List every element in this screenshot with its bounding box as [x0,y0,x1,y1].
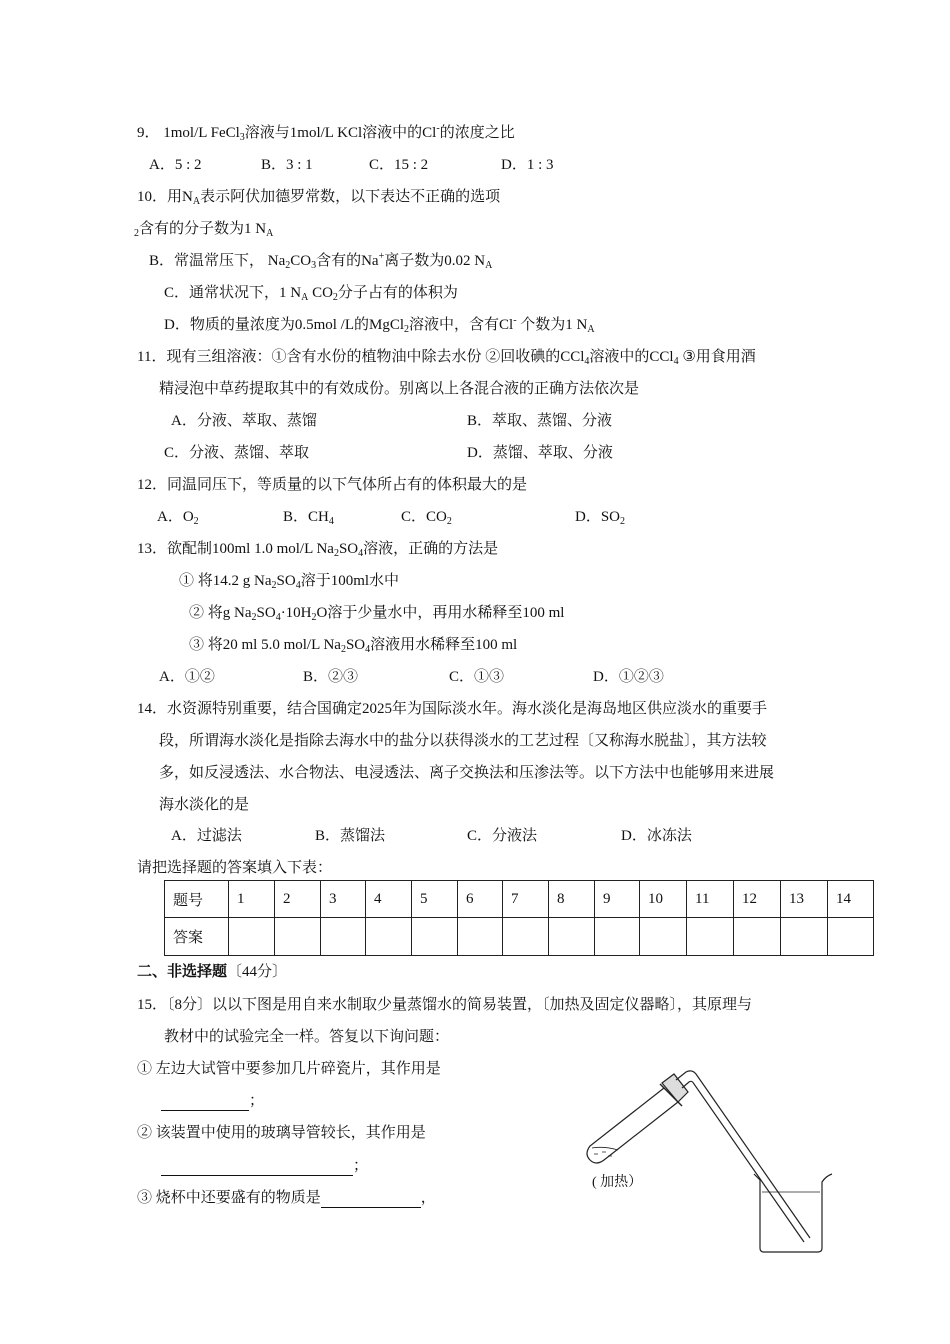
q9-option-a: A．5 : 2 [149,157,202,173]
q15-sub1-answer: ； [161,1091,264,1111]
q13-option-c: C．①③ [449,669,505,685]
q14-option-d: D．冰冻法 [621,828,692,844]
q12-option-c: C．$CO_2$ [401,509,452,527]
test-tube [587,1074,688,1163]
q15-sub1-blank[interactable] [161,1094,249,1111]
answer-table-number-9: 9 [595,881,640,918]
q12-option-a: A．$O_2$ [157,509,199,527]
answer-table-answer-label: 答案 [165,918,229,956]
q9-text: 1mol/L FeCl$_3$溶液与1mol/L KCl溶液中的Cl-的浓度之比 [163,123,515,143]
answer-table-instruction: 请把选择题的答案填入下表： [137,860,333,876]
q14-option-b: B．蒸馏法 [315,828,386,844]
q15-sub3: ③ 烧杯中还要盛有的物质是 ， [137,1190,436,1206]
q15-stem-line2: 教材中的试验完全一样。答复以下询问题： [164,1029,450,1045]
q10-option-d: D．物质的量浓度为0.5mol /L的MgCl$_2$溶液中，含有Cl- 个数为1 $N_A$ [164,315,595,335]
q11-option-d: D．蒸馏、萃取、分液 [467,445,613,461]
q9-stem [137,123,515,143]
q14-number: 14． [137,701,168,717]
answer-table-number-4: 4 [366,881,412,918]
answer-table-number-11: 11 [687,881,734,918]
q9-option-b: B．3 : 1 [261,157,313,173]
q14-option-c: C．分液法 [467,828,538,844]
section2-heading [137,962,287,982]
q11-option-b: B．萃取、蒸馏、分液 [467,413,613,429]
answer-table-number-8: 8 [549,881,595,918]
answer-table-number-3: 3 [321,881,366,918]
q15-sub2-answer: ； [161,1156,368,1176]
q14-stem-line1: 14．水资源特别重要，结合国确定2025年为国际淡水年。海水淡化是海岛地区供应淡水的重要手 [137,701,768,717]
q13-statement-3: ③ 将20 ml 5.0 mol/L $Na_2SO_4$溶液用水稀释至100 ml [189,637,518,655]
q10-stem [137,187,500,207]
q10-option-a: $_2$含有的分子数为1 $N_A$ [134,221,274,239]
answer-cell[interactable] [321,918,366,956]
q14-stem-line2: 段，所谓海水淡化是指除去海水中的盐分以获得淡水的工艺过程〔又称海水脱盐〕，其方法较 [159,733,767,749]
distillation-apparatus-figure [578,1070,838,1260]
q13-stem: 13．欲配制100ml 1.0 mol/L $Na_2SO_4$溶液，正确的方法是 [137,541,499,559]
q9-number: 9． [137,125,160,141]
q12-option-d: D．$SO_2$ [575,509,626,527]
answer-cell[interactable] [503,918,549,956]
q11-stem-line2: 精浸泡中草药提取其中的有效成份。别离以上各混合液的正确方法依次是 [159,381,640,397]
q15-sub3-blank[interactable] [321,1191,421,1208]
q13-option-b: B．②③ [303,669,359,685]
answer-cell[interactable] [366,918,412,956]
q13-option-d: D．①②③ [593,669,664,685]
q15-sub2: ② 该装置中使用的玻璃导管较长，其作用是 [137,1125,426,1141]
q13-option-a: A．①② [159,669,215,685]
answer-table-number-2: 2 [275,881,321,918]
q11-stem-line1: 11．现有三组溶液：①含有水份的植物油中除去水份 ②回收碘的CCl$_4$溶液中的CCl$_4$ ③用食用酒 [137,349,756,367]
q12-number: 12． [137,477,168,493]
q11-option-c: C．分液、蒸馏、萃取 [164,445,310,461]
answer-table-number-14: 14 [828,881,874,918]
q10-option-c: C．通常状况下，1 $N_A$ $CO_2$分子占有的体积为 [164,285,458,303]
q10-option-b: B．常温常压下， $Na_2CO_3$含有的Na+离子数为0.02 $N_A$ [149,251,493,271]
answer-table [164,880,874,956]
q9-option-d: D．1 : 3 [501,157,554,173]
q12-option-b: B．$CH_4$ [283,509,334,527]
glass-delivery-tube [676,1071,810,1242]
answer-cell[interactable] [412,918,458,956]
figure-heating-label: ( 加热） [592,1175,643,1190]
answer-cell[interactable] [595,918,640,956]
answer-table-number-1: 1 [229,881,275,918]
section2-title: 二、非选择题 [137,964,228,980]
answer-cell[interactable] [458,918,503,956]
answer-table-header-label: 题号 [165,881,229,918]
q13-statement-2: ② 将g $Na_2SO_4\cdot 10H_2O$溶于少量水中，再用水稀释至100 ml [189,605,565,623]
answer-cell[interactable] [229,918,275,956]
answer-cell[interactable] [781,918,828,956]
answer-cell[interactable] [640,918,687,956]
q15-sub1: ① 左边大试管中要参加几片碎瓷片，其作用是 [137,1061,441,1077]
answer-table-number-6: 6 [458,881,503,918]
q14-stem-line4: 海水淡化的是 [159,797,250,813]
q9-option-c: C．15 : 2 [369,157,429,173]
q10-number: 10． [137,189,168,205]
q14-stem-line3: 多，如反浸透法、水合物法、电浸透法、离子交换法和压渗法等。以下方法中也能够用来进展 [159,765,775,781]
section2-score: 〔44分〕 [227,964,288,980]
q13-number: 13． [137,541,168,557]
q11-number: 11． [137,349,167,365]
q15-number: 15． [137,997,168,1013]
answer-table-number-12: 12 [734,881,781,918]
answer-cell[interactable] [828,918,874,956]
answer-cell[interactable] [275,918,321,956]
answer-table-header-row [165,881,874,918]
answer-table-answer-row [165,918,874,956]
q10-text: 用$N_A$表示阿伏加德罗常数，以下表达不正确的选项 [167,189,501,207]
q11-option-a: A．分液、萃取、蒸馏 [171,413,317,429]
answer-cell[interactable] [549,918,595,956]
q15-stem-line1: 15．〔8分〕以以下图是用自来水制取少量蒸馏水的简易装置，〔加热及固定仪器略〕，其原理与 [137,997,753,1013]
q13-statement-1: ① 将14.2 g $Na_2SO_4$溶于100ml水中 [179,573,400,591]
answer-table-number-13: 13 [781,881,828,918]
q15-sub2-blank[interactable] [161,1159,353,1176]
answer-table-number-5: 5 [412,881,458,918]
answer-cell[interactable] [687,918,734,956]
answer-table-number-7: 7 [503,881,549,918]
q14-option-a: A．过滤法 [171,828,242,844]
answer-table-number-10: 10 [640,881,687,918]
answer-cell[interactable] [734,918,781,956]
q12-stem: 12．同温同压下，等质量的以下气体所占有的体积最大的是 [137,477,528,493]
